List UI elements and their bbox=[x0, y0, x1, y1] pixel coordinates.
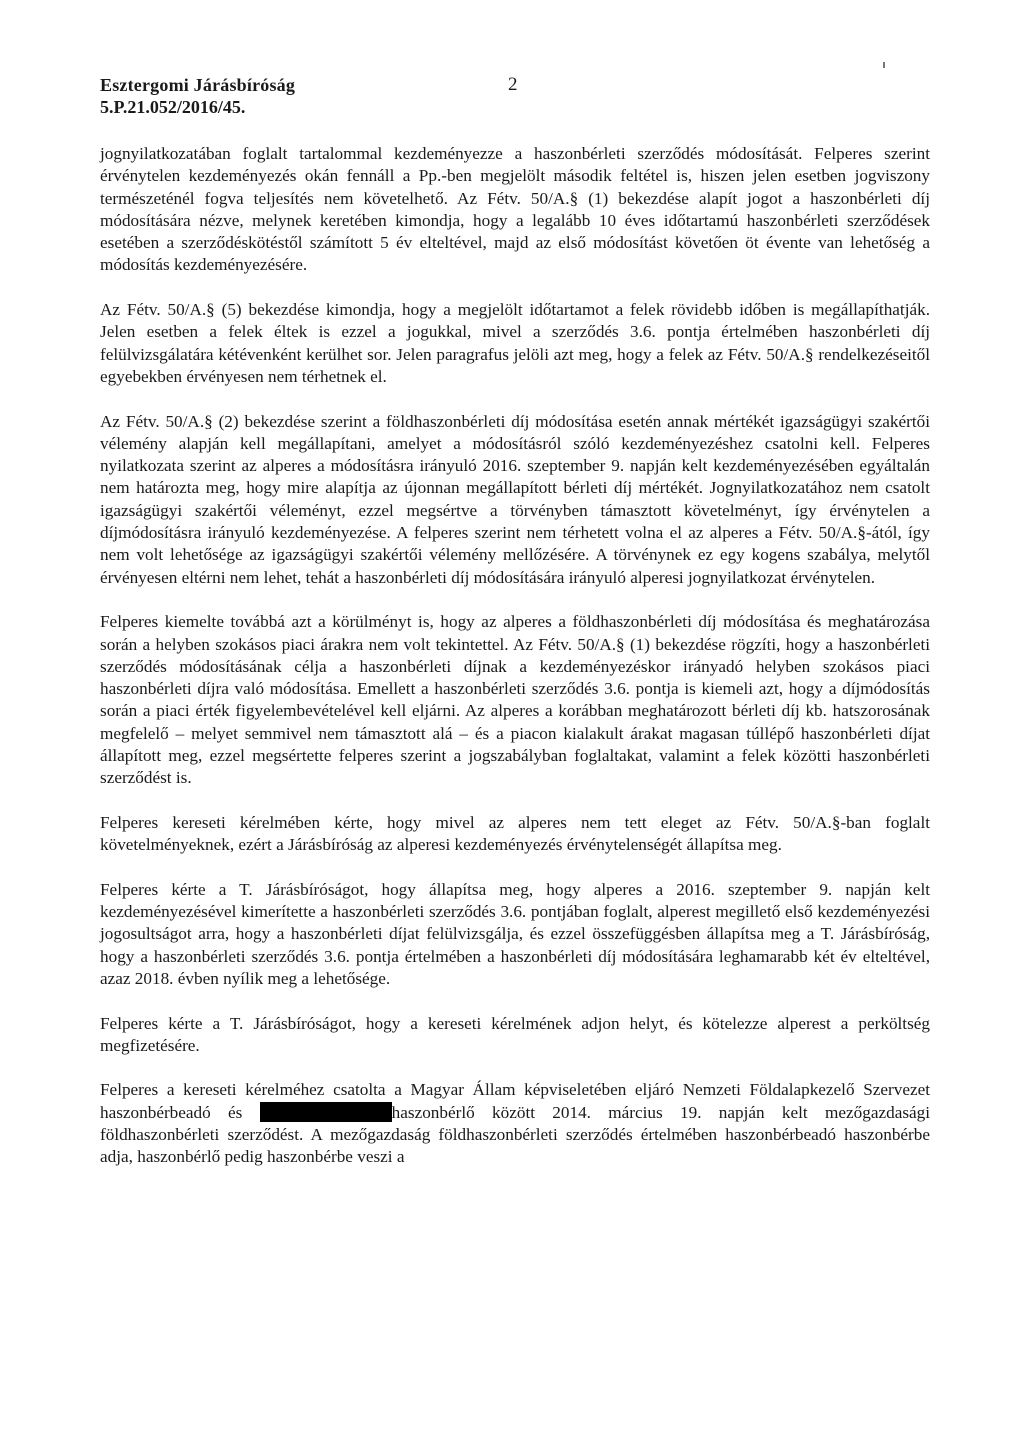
paragraph: jognyilatkozatában foglalt tartalommal kezdeményezze a haszonbérleti szerződés módosítását. Felperes szerint érvénytelen kezdeményezés okán fennáll a Pp.-ben megjelölt második feltétel is, hiszen jelen esetben jogviszony természeténél fogva teljesítés nem követelhető. Az Fétv. 50/A.§ (1) bekezdése alapít jogot a haszonbérleti díj módosítására nézve, melynek keretében kimondja, hogy a legalább 10 éves időtartamú haszonbérleti szerződések esetében a szerződéskötéstől számított 5 év elteltével, majd az első módosítást követően öt évente van lehetőség a módosítás kezdeményezésére. bbox=[100, 144, 930, 275]
redaction-block bbox=[260, 1102, 392, 1122]
page-number: 2 bbox=[508, 74, 518, 95]
paragraph: Az Fétv. 50/A.§ (5) bekezdése kimondja, hogy a megjelölt időtartamot a felek rövidebb időben is megállapíthatják. Jelen esetben a felek éltek is ezzel a jogukkal, mivel a szerződés 3.6. pontja értelmében haszonbérleti díj felülvizsgálatára kétévenként kerülhet sor. Jelen paragrafus jelöli azt meg, hogy a felek az Fétv. 50/A.§ rendelkezéseitől egyebekben érvényesen nem térhetnek el. bbox=[100, 300, 930, 386]
court-name: Esztergomi Járásbíróság bbox=[100, 75, 296, 95]
paragraph bbox=[100, 1079, 930, 1168]
paragraph-text-after-redaction: haszonbérlő között 2014. március 19. napján kelt mezőgazdasági földhaszonbérleti szerződést. A mezőgazdaság földhaszonbérleti szerződés értelmében haszonbérbeadó haszonbérbe adja, haszonbérlő pedig haszonbérbe veszi a bbox=[100, 1102, 931, 1167]
paragraph: Felperes kiemelte továbbá azt a körülményt is, hogy az alperes a földhaszonbérleti díj módosítása és meghatározása során a helyben szokásos piaci árakra nem volt tekintettel. Az Fétv. 50/A.§ (1) bekezdése rögzíti, hogy a haszonbérleti szerződés módosításának célja a haszonbérleti díjnak a kezdeményezéskor irányadó helyben szokásos piaci haszonbérleti díjra való módosítása. Emellett a haszonbérleti szerződés 3.6. pontja is kiemeli azt, hogy a díjmódosítás során a piaci érték figyelembevételével kell eljárni. Az alperes a korábban meghatározott bérleti díj kb. hatszorosának megfelelő – melyet semmivel nem támasztott alá – és a piacon kialakult árakat magasan túllépő haszonbérleti díjat állapított meg, ezzel megsértette felperes szerint a jogszabályban foglaltakat, valamint a felek közötti haszonbérleti szerződést is. bbox=[100, 612, 930, 788]
paragraph: Az Fétv. 50/A.§ (2) bekezdése szerint a földhaszonbérleti díj módosítása esetén annak mértékét igazságügyi szakértői vélemény alapján kell megállapítani, amelyet a módosításról szóló kezdeményezéshez csatolni kell. Felperes nyilatkozata szerint az alperes a módosításra irányuló 2016. szeptember 9. napján kelt kezdeményezésében egyáltalán nem határozta meg, hogy mire alapítja az újonnan megállapított bérleti díj mértékét. Jognyilatkozatához nem csatolt igazságügyi szakértői véleményt, ezzel megsértve a törvényben támasztott követelményt, így érvénytelen a díjmódosításra irányuló kezdeményezése. A felperes szerint nem térhetett volna el az alperes a Fétv. 50/A.§-ától, így nem volt lehetősége az igazságügyi szakértői vélemény mellőzésére. A törvénynek ez egy kogens szabálya, melytől érvényesen eltérni nem lehet, tehát a haszonbérleti díj módosítására irányuló alperesi jognyilatkozat érvénytelen. bbox=[100, 411, 930, 587]
document-body bbox=[100, 143, 930, 1191]
document-header bbox=[100, 74, 930, 118]
paragraph-text-before-redaction: Felperes a kereseti kérelméhez csatolta a Magyar Állam képviseletében eljáró Nemzeti Földalapkezelő Szervezet haszonbérbeadó és bbox=[100, 1080, 930, 1122]
case-number: 5.P.21.052/2016/45. bbox=[100, 97, 246, 117]
paragraph: Felperes kérte a T. Járásbíróságot, hogy a kereseti kérelmének adjon helyt, és kötelezze alperest a perköltség megfizetésére. bbox=[100, 1013, 930, 1055]
paragraph: Felperes kérte a T. Járásbíróságot, hogy állapítsa meg, hogy alperes a 2016. szeptember 9. napján kelt kezdeményezésével kimerítette a haszonbérleti szerződés 3.6. pontjában foglalt, alperest megillető első kezdeményezési jogosultságot arra, hogy a haszonbérleti díjat felülvizsgálja, és ezzel összefüggésben állapítsa meg a T. Járásbíróság, hogy a haszonbérleti szerződés 3.6. pontja értelmében a haszonbérleti díj módosítására leghamarabb két év elteltével, azaz 2018. évben nyílik meg a lehetősége. bbox=[100, 879, 930, 988]
paragraph: Felperes kereseti kérelmében kérte, hogy mivel az alperes nem tett eleget az Fétv. 50/A.§-ban foglalt követelményeknek, ezért a Járásbíróság az alperesi kezdeményezés érvénytelenségét állapítsa meg. bbox=[100, 812, 930, 855]
scan-speck bbox=[883, 62, 885, 68]
